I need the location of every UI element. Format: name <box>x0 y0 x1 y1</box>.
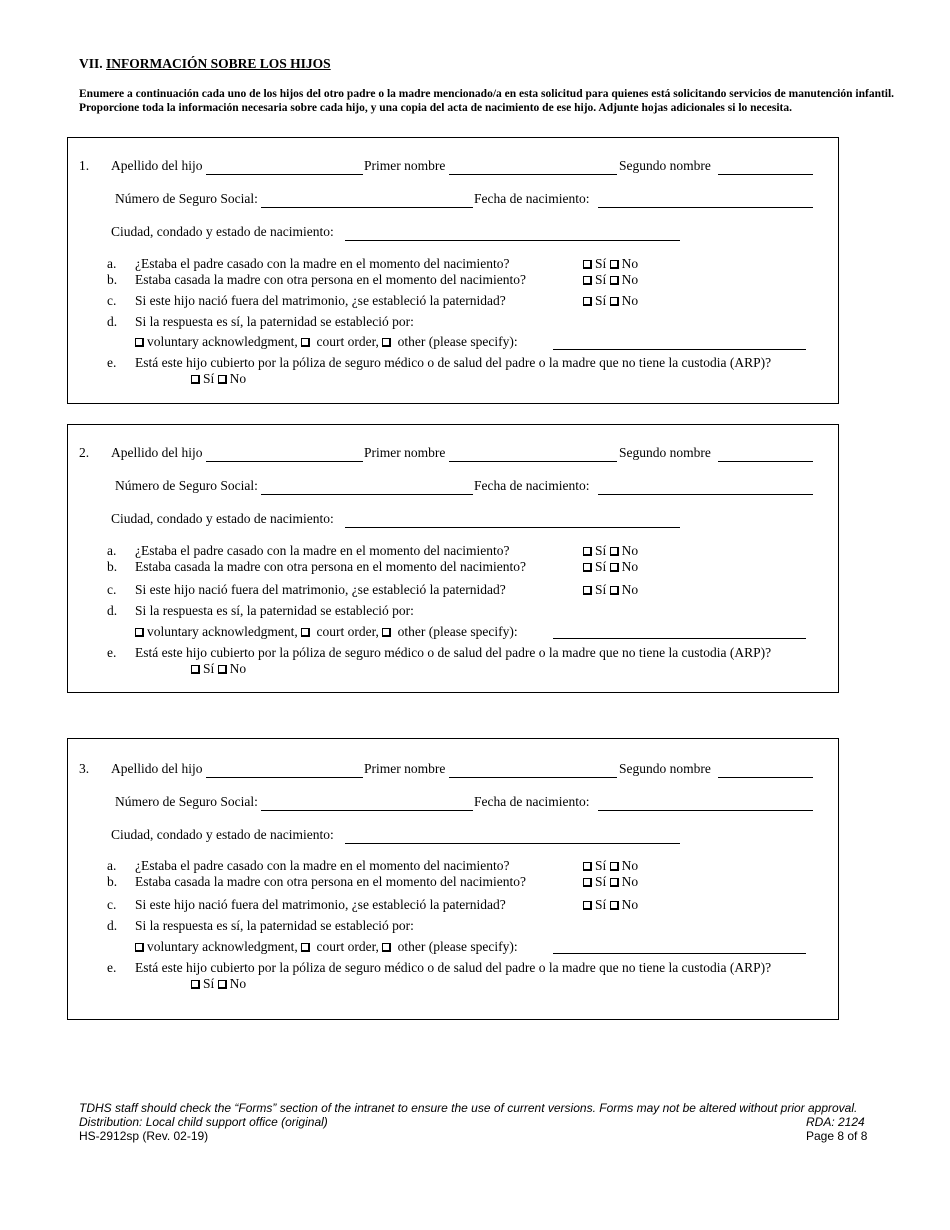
question-letter: d. <box>107 603 118 618</box>
no-label: No <box>621 256 639 271</box>
middle-name-field[interactable] <box>718 174 813 175</box>
no-label: No <box>621 897 639 912</box>
question-letter: a. <box>107 543 117 558</box>
birthplace-label: Ciudad, condado y estado de nacimiento: <box>111 511 334 526</box>
ssn-label: Número de Seguro Social: <box>115 478 258 493</box>
question-letter: e. <box>107 355 117 370</box>
question-a: ¿Estaba el padre casado con la madre en el momento del nacimiento? <box>135 858 510 873</box>
other-label: other (please specify): <box>397 939 518 954</box>
question-letter: b. <box>107 874 118 889</box>
checkbox-no[interactable] <box>610 260 619 269</box>
voluntary-label: voluntary acknowledgment, <box>147 624 298 639</box>
checkbox-no[interactable] <box>218 665 227 674</box>
question-a: ¿Estaba el padre casado con la madre en el momento del nacimiento? <box>135 543 510 558</box>
section-intro: Enumere a continuación cada uno de los hijos del otro padre o la madre mencionado/a en esta solicitud para quienes está solicitando servicios de manutención infantil. Proporcione toda la información necesaria sobre cada hijo, y una copia del acta de nacimiento de ese hijo. Adjunte hojas adicionales si lo necesita. <box>79 88 895 114</box>
section-number: VII. <box>79 56 103 71</box>
court-label: court order, <box>316 624 379 639</box>
question-letter: b. <box>107 559 118 574</box>
other-specify-field[interactable] <box>553 953 806 954</box>
yes-label: Sí <box>595 559 607 574</box>
checkbox-yes[interactable] <box>191 375 200 384</box>
question-letter: d. <box>107 918 118 933</box>
question-a: ¿Estaba el padre casado con la madre en el momento del nacimiento? <box>135 256 510 271</box>
checkbox-no[interactable] <box>610 901 619 910</box>
checkbox-court[interactable] <box>301 943 310 952</box>
question-e: Está este hijo cubierto por la póliza de seguro médico o de salud del padre o la madre que no tiene la custodia (ARP)? <box>135 355 772 370</box>
middle-name-field[interactable] <box>718 461 813 462</box>
question-c: Si este hijo nació fuera del matrimonio, ¿se estableció la paternidad? <box>135 293 506 308</box>
question-d: Si la respuesta es sí, la paternidad se estableció por: <box>135 314 414 329</box>
last-name-label: Apellido del hijo <box>111 158 203 173</box>
checkbox-no[interactable] <box>610 586 619 595</box>
question-letter: d. <box>107 314 118 329</box>
yes-label: Sí <box>595 582 607 597</box>
dob-field[interactable] <box>598 207 813 208</box>
birthplace-label: Ciudad, condado y estado de nacimiento: <box>111 224 334 239</box>
other-specify-field[interactable] <box>553 349 806 350</box>
no-label: No <box>621 293 639 308</box>
other-specify-field[interactable] <box>553 638 806 639</box>
ssn-field[interactable] <box>261 207 473 208</box>
yes-label: Sí <box>203 976 215 991</box>
checkbox-other[interactable] <box>382 943 391 952</box>
paternity-options <box>135 334 518 350</box>
question-c: Si este hijo nació fuera del matrimonio, ¿se estableció la paternidad? <box>135 897 506 912</box>
paternity-options <box>135 624 518 640</box>
yes-no-c <box>583 293 638 309</box>
question-letter: c. <box>107 897 117 912</box>
checkbox-yes[interactable] <box>583 862 592 871</box>
child-block-3 <box>67 738 839 1020</box>
ssn-field[interactable] <box>261 810 473 811</box>
birthplace-field[interactable] <box>345 240 680 241</box>
yes-no-c <box>583 897 638 913</box>
yes-no-b <box>583 272 638 288</box>
last-name-field[interactable] <box>206 461 363 462</box>
middle-name-field[interactable] <box>718 777 813 778</box>
dob-label: Fecha de nacimiento: <box>474 191 590 206</box>
ssn-label: Número de Seguro Social: <box>115 794 258 809</box>
birthplace-label: Ciudad, condado y estado de nacimiento: <box>111 827 334 842</box>
dob-field[interactable] <box>598 494 813 495</box>
checkbox-yes[interactable] <box>583 878 592 887</box>
first-name-label: Primer nombre <box>364 761 446 776</box>
middle-name-label: Segundo nombre <box>619 158 711 173</box>
checkbox-yes[interactable] <box>583 586 592 595</box>
footer-rda: RDA: 2124 <box>806 1115 865 1129</box>
checkbox-yes[interactable] <box>583 297 592 306</box>
question-e: Está este hijo cubierto por la póliza de seguro médico o de salud del padre o la madre que no tiene la custodia (ARP)? <box>135 960 772 975</box>
yes-label: Sí <box>595 543 607 558</box>
question-b: Estaba casada la madre con otra persona en el momento del nacimiento? <box>135 874 526 889</box>
section-title: INFORMACIÓN SOBRE LOS HIJOS <box>106 56 331 71</box>
dob-field[interactable] <box>598 810 813 811</box>
yes-label: Sí <box>595 293 607 308</box>
paternity-options <box>135 939 518 955</box>
checkbox-yes[interactable] <box>583 260 592 269</box>
dob-label: Fecha de nacimiento: <box>474 794 590 809</box>
question-letter: a. <box>107 256 117 271</box>
checkbox-yes[interactable] <box>583 563 592 572</box>
dob-label: Fecha de nacimiento: <box>474 478 590 493</box>
child-block-2 <box>67 424 839 693</box>
no-label: No <box>621 272 639 287</box>
checkbox-yes[interactable] <box>583 276 592 285</box>
checkbox-no[interactable] <box>610 276 619 285</box>
no-label: No <box>621 874 639 889</box>
checkbox-no[interactable] <box>610 297 619 306</box>
child-number: 3. <box>79 761 90 776</box>
other-label: other (please specify): <box>397 624 518 639</box>
question-letter: a. <box>107 858 117 873</box>
last-name-label: Apellido del hijo <box>111 761 203 776</box>
middle-name-label: Segundo nombre <box>619 761 711 776</box>
yes-no-a <box>583 256 638 272</box>
yes-label: Sí <box>203 371 215 386</box>
middle-name-label: Segundo nombre <box>619 445 711 460</box>
no-label: No <box>621 858 639 873</box>
checkbox-other[interactable] <box>382 338 391 347</box>
question-d: Si la respuesta es sí, la paternidad se estableció por: <box>135 918 414 933</box>
yes-no-e <box>191 371 246 387</box>
checkbox-no[interactable] <box>218 980 227 989</box>
no-label: No <box>621 543 639 558</box>
checkbox-yes[interactable] <box>191 665 200 674</box>
checkbox-no[interactable] <box>610 878 619 887</box>
yes-label: Sí <box>595 897 607 912</box>
ssn-label: Número de Seguro Social: <box>115 191 258 206</box>
yes-no-a <box>583 543 638 559</box>
checkbox-other[interactable] <box>382 628 391 637</box>
ssn-field[interactable] <box>261 494 473 495</box>
voluntary-label: voluntary acknowledgment, <box>147 939 298 954</box>
first-name-field[interactable] <box>449 461 617 462</box>
question-d: Si la respuesta es sí, la paternidad se estableció por: <box>135 603 414 618</box>
question-letter: e. <box>107 645 117 660</box>
last-name-label: Apellido del hijo <box>111 445 203 460</box>
yes-no-e <box>191 976 246 992</box>
question-e: Está este hijo cubierto por la póliza de seguro médico o de salud del padre o la madre que no tiene la custodia (ARP)? <box>135 645 772 660</box>
checkbox-court[interactable] <box>301 338 310 347</box>
no-label: No <box>621 582 639 597</box>
first-name-field[interactable] <box>449 174 617 175</box>
checkbox-no[interactable] <box>610 563 619 572</box>
question-letter: c. <box>107 293 117 308</box>
first-name-label: Primer nombre <box>364 445 446 460</box>
yes-no-e <box>191 661 246 677</box>
voluntary-label: voluntary acknowledgment, <box>147 334 298 349</box>
footer-distribution: Distribution: Local child support office (original) <box>79 1115 328 1129</box>
checkbox-yes[interactable] <box>191 980 200 989</box>
checkbox-voluntary[interactable] <box>135 943 144 952</box>
checkbox-voluntary[interactable] <box>135 628 144 637</box>
yes-label: Sí <box>595 874 607 889</box>
footer-page-number: Page 8 of 8 <box>806 1129 868 1143</box>
child-number: 1. <box>79 158 90 173</box>
no-label: No <box>621 559 639 574</box>
court-label: court order, <box>316 334 379 349</box>
first-name-label: Primer nombre <box>364 158 446 173</box>
yes-no-a <box>583 858 638 874</box>
yes-label: Sí <box>203 661 215 676</box>
checkbox-yes[interactable] <box>583 901 592 910</box>
question-b: Estaba casada la madre con otra persona en el momento del nacimiento? <box>135 559 526 574</box>
birthplace-field[interactable] <box>345 843 680 844</box>
checkbox-yes[interactable] <box>583 547 592 556</box>
no-label: No <box>229 661 247 676</box>
checkbox-court[interactable] <box>301 628 310 637</box>
court-label: court order, <box>316 939 379 954</box>
footer-note: TDHS staff should check the “Forms” section of the intranet to ensure the use of current versions. Forms may not be altered without prior approval. <box>79 1101 858 1115</box>
last-name-field[interactable] <box>206 777 363 778</box>
other-label: other (please specify): <box>397 334 518 349</box>
first-name-field[interactable] <box>449 777 617 778</box>
yes-label: Sí <box>595 272 607 287</box>
last-name-field[interactable] <box>206 174 363 175</box>
yes-no-b <box>583 559 638 575</box>
child-number: 2. <box>79 445 90 460</box>
yes-no-b <box>583 874 638 890</box>
checkbox-no[interactable] <box>218 375 227 384</box>
footer-form-id: HS-2912sp (Rev. 02-19) <box>79 1129 209 1143</box>
no-label: No <box>229 976 247 991</box>
question-letter: e. <box>107 960 117 975</box>
question-letter: c. <box>107 582 117 597</box>
no-label: No <box>229 371 247 386</box>
yes-no-c <box>583 582 638 598</box>
section-heading <box>79 56 331 72</box>
child-block-1 <box>67 137 839 404</box>
checkbox-no[interactable] <box>610 547 619 556</box>
question-b: Estaba casada la madre con otra persona en el momento del nacimiento? <box>135 272 526 287</box>
question-letter: b. <box>107 272 118 287</box>
yes-label: Sí <box>595 858 607 873</box>
yes-label: Sí <box>595 256 607 271</box>
checkbox-no[interactable] <box>610 862 619 871</box>
birthplace-field[interactable] <box>345 527 680 528</box>
checkbox-voluntary[interactable] <box>135 338 144 347</box>
question-c: Si este hijo nació fuera del matrimonio, ¿se estableció la paternidad? <box>135 582 506 597</box>
